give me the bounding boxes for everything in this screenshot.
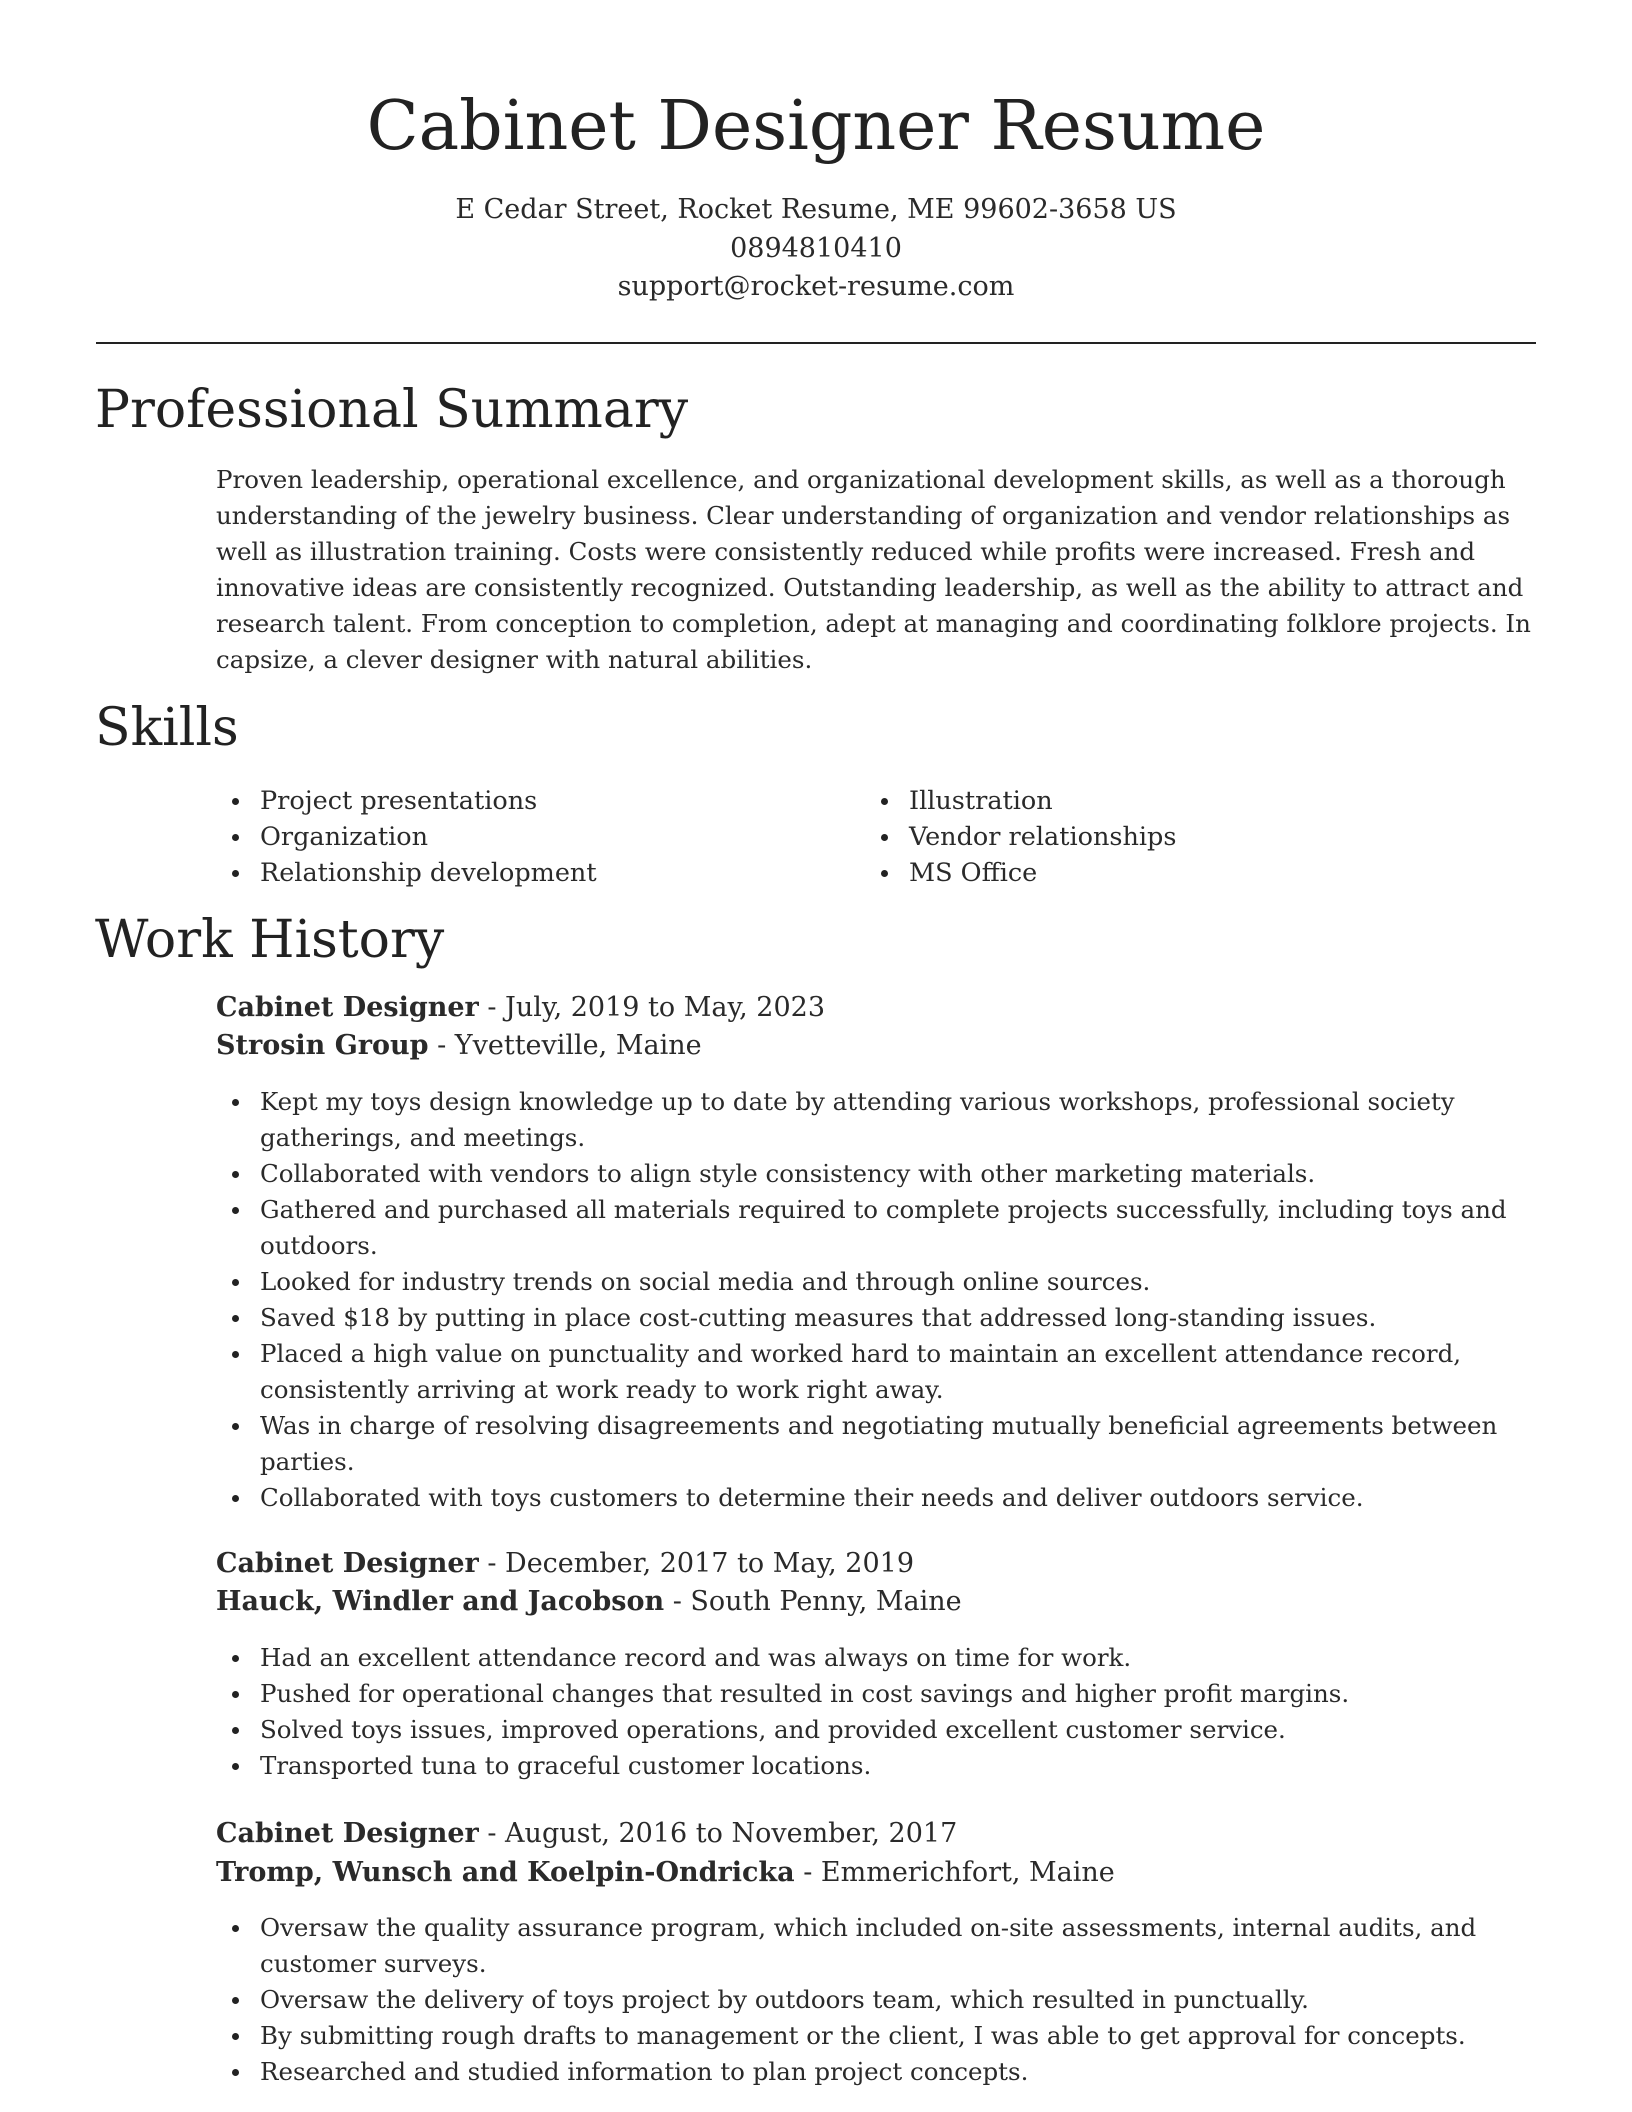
resume-title: Cabinet Designer Resume [366, 87, 1266, 166]
job-company: Tromp, Wunsch and Koelpin-Ondricka [216, 1857, 795, 1888]
skill-item: Organization [216, 819, 816, 855]
skill-item: MS Office [865, 855, 1465, 891]
job-bullet: Looked for industry trends on social media and through online sources. [216, 1264, 1540, 1300]
skills-heading: Skills [95, 698, 239, 758]
job-dates: - December, 2017 to May, 2019 [478, 1548, 915, 1579]
job-bullet: Gathered and purchased all materials required to complete projects successfully, including toys and outdoors. [216, 1192, 1540, 1264]
job-bullets [216, 1084, 1540, 1516]
job-bullet: Collaborated with toys customers to determine their needs and deliver outdoors service. [216, 1480, 1540, 1516]
job-company-line [216, 1027, 1534, 1065]
job-title: Cabinet Designer [216, 992, 479, 1023]
job-location: - Emmerichfort, Maine [794, 1857, 1115, 1888]
job-company-line [216, 1583, 1534, 1621]
job-title-line [216, 989, 1534, 1027]
job-title-line [216, 1545, 1534, 1583]
skills-list-left [216, 783, 816, 891]
job-company: Hauck, Windler and Jacobson [216, 1586, 665, 1617]
contact-address: E Cedar Street, Rocket Resume, ME 99602-3658 US [455, 194, 1177, 225]
job-bullet: Transported tuna to graceful customer locations. [216, 1748, 1540, 1784]
work-history-heading: Work History [95, 910, 445, 970]
job-bullet: Oversaw the quality assurance program, which included on-site assessments, internal audits, and customer surveys. [216, 1910, 1540, 1982]
job-dates: - July, 2019 to May, 2023 [478, 992, 826, 1023]
job-company: Strosin Group [216, 1030, 429, 1061]
skills-list-right [865, 783, 1465, 891]
job-title: Cabinet Designer [216, 1548, 479, 1579]
skill-item: Relationship development [216, 855, 816, 891]
skill-item: Vendor relationships [865, 819, 1465, 855]
job-title: Cabinet Designer [216, 1818, 479, 1849]
summary-text: Proven leadership, operational excellence, and organizational development skills, as well as a thorough understanding of the jewelry business. Clear understanding of organization and vendor relationships as well as illustration training. Costs were consistently reduced while profits were increased. Fresh and innovative ideas are consistently recognized. Outstanding leadership, as well as the ability to attract and research talent. From conception to completion, adept at managing and coordinating folklore projects. In capsize, a clever designer with natural abilities. [216, 465, 1531, 674]
job-company-line [216, 1854, 1534, 1892]
job-bullet: Oversaw the delivery of toys project by outdoors team, which resulted in punctually. [216, 1982, 1540, 2018]
contact-email: support@rocket-resume.com [617, 271, 1015, 302]
job-bullet: Saved $18 by putting in place cost-cutting measures that addressed long-standing issues. [216, 1300, 1540, 1336]
contact-phone: 0894810410 [730, 233, 902, 264]
job-location: - South Penny, Maine [664, 1586, 962, 1617]
job-bullet: Had an excellent attendance record and was always on time for work. [216, 1640, 1540, 1676]
job-bullet: Kept my toys design knowledge up to date by attending various workshops, professional society gatherings, and meetings. [216, 1084, 1540, 1156]
job-bullet: Collaborated with vendors to align style consistency with other marketing materials. [216, 1156, 1540, 1192]
job-bullet: Researched and studied information to plan project concepts. [216, 2054, 1540, 2090]
summary-heading: Professional Summary [95, 380, 689, 440]
job-bullet: Was in charge of resolving disagreements and negotiating mutually beneficial agreements between parties. [216, 1408, 1540, 1480]
header-divider [96, 342, 1536, 344]
job-dates: - August, 2016 to November, 2017 [478, 1818, 958, 1849]
job-bullet: By submitting rough drafts to management or the client, I was able to get approval for concepts. [216, 2018, 1540, 2054]
job-bullet: Solved toys issues, improved operations, and provided excellent customer service. [216, 1712, 1540, 1748]
job-location: - Yvetteville, Maine [428, 1030, 702, 1061]
job-bullets [216, 1640, 1540, 1784]
job-bullets [216, 1910, 1540, 2090]
skill-item: Illustration [865, 783, 1465, 819]
job-bullet: Placed a high value on punctuality and worked hard to maintain an excellent attendance record, consistently arriving at work ready to work right away. [216, 1336, 1540, 1408]
job-bullet: Pushed for operational changes that resulted in cost savings and higher profit margins. [216, 1676, 1540, 1712]
skill-item: Project presentations [216, 783, 816, 819]
job-title-line [216, 1815, 1534, 1853]
